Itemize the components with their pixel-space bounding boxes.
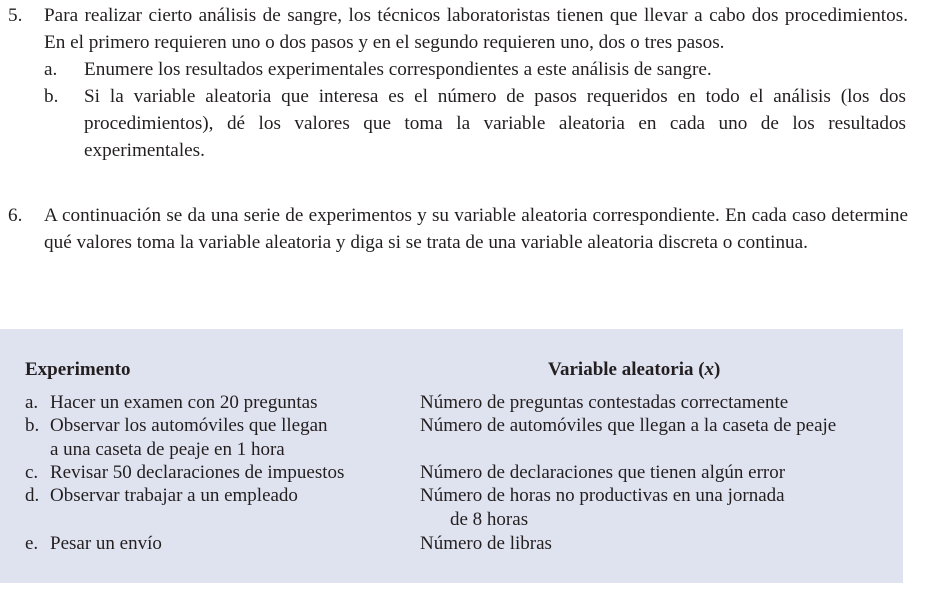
experiment-text-continued: a una caseta de peaje en 1 hora <box>50 438 285 460</box>
problem-number: 5. <box>8 5 23 26</box>
variable-cell <box>420 414 900 438</box>
header-variable: Variable aleatoria (x) <box>548 359 721 380</box>
problem-statement: A continuación se da una serie de experimentos y su variable aleatoria correspondiente. En cada caso determine qué valores toma la variable aleatoria y diga si se trata de una variable aleatoria discreta o continua. <box>44 205 908 253</box>
variable-cell <box>420 461 900 485</box>
variable-cell <box>420 484 900 531</box>
experiment-text: Observar los automóviles que llegan <box>50 415 328 436</box>
variable-text: Número de horas no productivas en una jornada <box>420 485 785 506</box>
variable-text: Número de preguntas contestadas correctamente <box>420 392 789 413</box>
variable-cell <box>420 391 900 415</box>
problem-5 <box>0 2 948 164</box>
sub-question-letter: a. <box>44 59 58 80</box>
sub-question-a <box>44 56 908 83</box>
problem-6 <box>0 202 948 256</box>
variable-text-continued: de 8 horas <box>450 508 529 530</box>
experiment-cell <box>25 391 405 415</box>
variable-text: Número de libras <box>420 533 552 554</box>
row-letter: c. <box>25 462 39 483</box>
row-letter: d. <box>25 485 40 506</box>
problem-statement: Para realizar cierto análisis de sangre, los técnicos laboratoristas tienen que llevar a cabo dos procedimientos. En el primero requieren uno o dos pasos y en el segundo requieren uno, dos o tres pasos. <box>44 5 908 53</box>
experiment-text: Revisar 50 declaraciones de impuestos <box>50 462 345 483</box>
sub-question-text: Enumere los resultados experimentales correspondientes a este análisis de sangre. <box>84 59 712 80</box>
header-experiment: Experimento <box>25 359 131 380</box>
experiment-text: Pesar un envío <box>50 533 162 554</box>
variable-text: Número de declaraciones que tienen algún error <box>420 462 786 483</box>
row-letter: a. <box>25 392 39 413</box>
sub-question-text: Si la variable aleatoria que interesa es el número de pasos requeridos en todo el análisis (los dos procedimientos), dé los valores que toma la variable aleatoria en cada uno de los resultados experimentales. <box>84 86 906 161</box>
experiment-text: Hacer un examen con 20 preguntas <box>50 392 318 413</box>
experiment-cell <box>25 414 405 461</box>
experiment-text: Observar trabajar a un empleado <box>50 485 298 506</box>
sub-question-b <box>44 83 908 164</box>
row-letter: b. <box>25 415 40 436</box>
variable-text: Número de automóviles que llegan a la caseta de peaje <box>420 415 837 436</box>
experiment-cell <box>25 532 405 556</box>
problem-number: 6. <box>8 205 23 226</box>
variable-cell <box>420 532 900 556</box>
row-letter: e. <box>25 533 39 554</box>
experiment-cell <box>25 484 405 508</box>
experiment-cell <box>25 461 405 485</box>
sub-question-letter: b. <box>44 86 59 107</box>
